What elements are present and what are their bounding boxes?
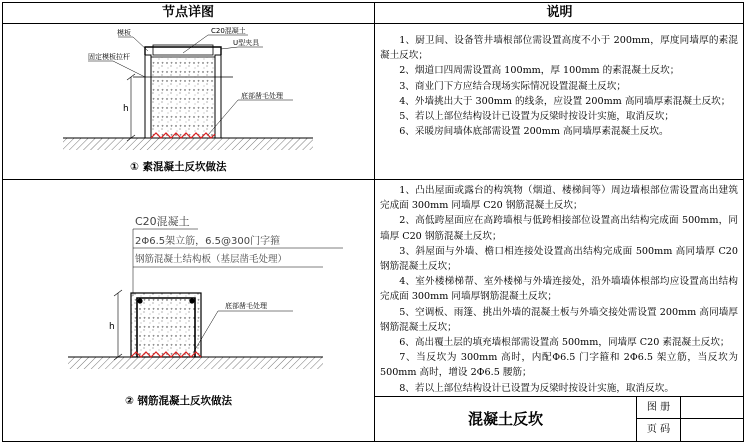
note-item: 5、若以上部位结构设计已设置为反梁时按设计实施，取消反坎； xyxy=(399,111,674,123)
dim-h-label: h xyxy=(123,104,129,114)
detail-column-header: 节点详图 xyxy=(2,2,374,24)
note-item: 2、烟道口四周需设置高 100mm，厚 100mm 的素混凝土反坎； xyxy=(399,65,680,77)
note-item: 6、高出覆土层的填充墙根部需设置高 500mm，同墙厚 C20 素混凝土反坎； xyxy=(399,337,730,349)
label-d2-rebar: 2Φ6.5架立筋，6.5@300门字箍 xyxy=(135,236,281,247)
dim-h-label-2: h xyxy=(109,322,115,332)
label-d2-slab: 钢筋混凝土结构板（基层凿毛处理） xyxy=(135,254,288,265)
column-divider xyxy=(374,2,375,442)
note-item: 4、室外楼梯梯帮、室外楼梯与外墙连接处，沿外墙墙体根部均应设置高出结构完成面 300mm 同墙厚钢筋混凝土反坎； xyxy=(380,276,738,303)
note-item: 7、当反坎为 300mm 高时，内配Φ6.5 门字箍和 2Φ6.5 架立筋，当反坎为 500mm 高时，增设 2Φ6.5 腰筋； xyxy=(380,352,738,379)
note-item: 3、商业门下方应结合现场实际情况设置混凝土反坎； xyxy=(399,80,626,92)
note-item: 2、高低跨屋面应在高跨墙根与低跨相接部位设置高出结构完成面 500mm，同墙厚 C20 钢筋混凝土反坎； xyxy=(380,215,738,242)
note-item: 1、凸出屋面或露台的构筑物（烟道、楼梯间等）周边墙根部位需设置高出建筑完成面 300mm 同墙厚 C20 钢筋混凝土反坎； xyxy=(380,185,738,212)
label-formwork: 模板 xyxy=(117,29,131,37)
note-item: 8、若以上部位结构设计已设置为反梁时按设计实施，取消反坎。 xyxy=(399,382,674,394)
label-tie-rod: 固定模板拉杆 xyxy=(88,53,130,61)
row-divider xyxy=(2,179,744,180)
label-u-clamp: U型夹具 xyxy=(233,39,260,47)
detail-1-drawing xyxy=(3,25,373,178)
page-label: 页 码 xyxy=(637,419,681,441)
detail-1-caption: ① 素混凝土反坎做法 xyxy=(130,161,227,173)
formwork-left xyxy=(145,55,151,138)
notes-column-header: 说明 xyxy=(375,2,744,24)
detail-2-drawing xyxy=(3,181,373,381)
detail-2-notes xyxy=(380,183,738,396)
label-d2-concrete: C20混凝土 xyxy=(135,215,190,228)
floor-slab xyxy=(63,138,313,150)
detail-2-caption: ② 钢筋混凝土反坎做法 xyxy=(125,395,233,407)
note-item: 6、采暖房间墙体底部需设置 200mm 高同墙厚素混凝土反坎。 xyxy=(399,126,669,138)
title-block-title: 混凝土反坎 xyxy=(375,397,637,442)
atlas-value xyxy=(681,397,744,419)
note-item: 5、空调板、雨篷、挑出外墙的混凝土板与外墙交接处需设置 200mm 高同墙厚钢筋混凝土反坎； xyxy=(380,306,738,333)
label-chisel-1: 底部凿毛处理 xyxy=(241,92,283,100)
concrete-core xyxy=(151,57,215,138)
atlas-label: 图 册 xyxy=(637,397,681,419)
label-chisel-2: 底部凿毛处理 xyxy=(225,302,267,310)
page-value xyxy=(681,419,744,441)
note-item: 3、斜屋面与外墙、檐口相连接处设置高出结构完成面 500mm 高同墙厚 C20 钢筋混凝土反坎； xyxy=(380,245,738,273)
note-item: 1、厨卫间、设备管井墙根部位需设置高度不小于 200mm，厚度同墙厚的素混凝土反坎； xyxy=(380,35,738,62)
detail-1-notes xyxy=(380,33,738,139)
label-concrete: C20混凝土 xyxy=(211,27,246,35)
floor-slab-2 xyxy=(68,357,323,369)
note-item: 4、外墙挑出大于 300mm 的线条，应设置 200mm 高同墙厚素混凝土反坎； xyxy=(399,95,731,107)
